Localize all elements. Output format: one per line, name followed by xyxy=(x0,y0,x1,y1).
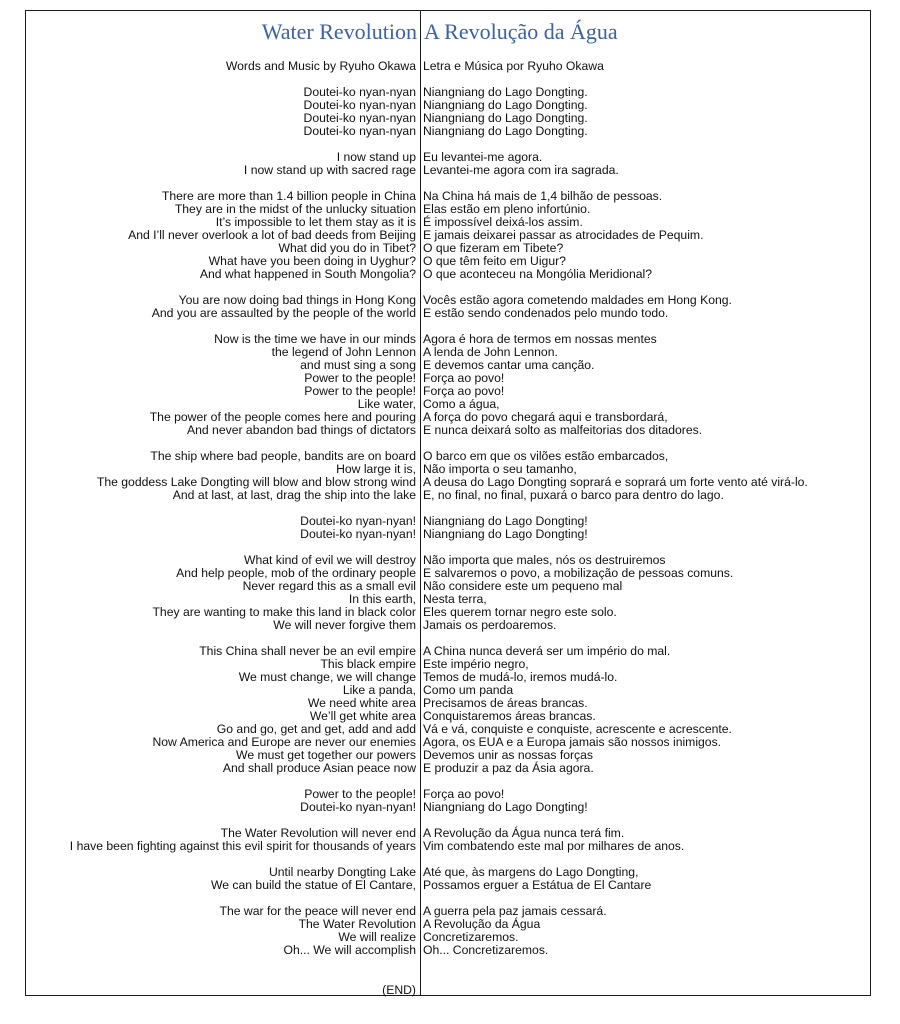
title-english: Water Revolution xyxy=(261,19,417,44)
lyric-line-portuguese: Niangniang do Lago Dongting. xyxy=(423,85,588,99)
lyric-line-english: You are now doing bad things in Hong Kong xyxy=(178,293,416,307)
lyric-line-portuguese: Precisamos de áreas brancas. xyxy=(423,696,588,710)
lyric-line-english: In this earth, xyxy=(348,592,416,606)
lyric-line-english: We must get together our powers xyxy=(236,748,416,762)
lyric-line-english: We must change, we will change xyxy=(238,670,416,684)
lyric-line-portuguese: Como a água, xyxy=(423,397,500,411)
lyric-line-english: We need white area xyxy=(307,696,416,710)
lyric-line-english: Never regard this as a small evil xyxy=(242,579,416,593)
lyric-line-portuguese: É impossível deixá-los assim. xyxy=(423,215,583,229)
lyric-line-portuguese: Não importa que males, nós os destruiremos xyxy=(423,553,666,567)
lyric-line-portuguese: Até que, às margens do Lago Dongting, xyxy=(423,865,639,879)
lyric-line-portuguese: Força ao povo! xyxy=(423,787,505,801)
end-label: (END) xyxy=(382,983,416,997)
lyric-line-english: The power of the people comes here and pouring xyxy=(149,410,416,424)
lyric-line-english: And shall produce Asian peace now xyxy=(222,761,416,775)
lyric-line-portuguese: Possamos erguer a Estátua de El Cantare xyxy=(423,878,652,892)
lyric-line-portuguese: Niangniang do Lago Dongting. xyxy=(423,98,588,112)
english-lyrics-column xyxy=(0,60,416,957)
lyric-line-english: There are more than 1.4 billion people in China xyxy=(161,189,416,203)
lyric-line-portuguese: A lenda de John Lennon. xyxy=(423,345,558,359)
lyric-line-english: It’s impossible to let them stay as it is xyxy=(215,215,416,229)
lyric-line-english: I now stand up xyxy=(336,150,416,164)
lyric-line-portuguese: Na China há mais de 1,4 bilhão de pessoas. xyxy=(423,189,663,203)
lyric-line-portuguese: Niangniang do Lago Dongting! xyxy=(423,527,588,541)
lyric-line-portuguese: Como um panda xyxy=(423,683,514,697)
lyric-line-portuguese: A guerra pela paz jamais cessará. xyxy=(423,904,607,918)
lyric-line-portuguese: Agora é hora de termos em nossas mentes xyxy=(423,332,657,346)
lyric-line-portuguese: Jamais os perdoaremos. xyxy=(423,618,557,632)
lyric-line-portuguese: E, no final, no final, puxará o barco para dentro do lago. xyxy=(423,488,724,502)
lyric-line-english: And at last, at last, drag the ship into the lake xyxy=(172,488,416,502)
lyric-line-english: Doutei-ko nyan-nyan! xyxy=(300,800,416,814)
lyric-line-english: Doutei-ko nyan-nyan xyxy=(303,85,416,99)
lyric-line-english: Go and go, get and get, add and add xyxy=(216,722,416,736)
lyric-line-english: And what happened in South Mongolia? xyxy=(199,267,416,281)
lyric-line-portuguese: Não importa o seu tamanho, xyxy=(423,462,577,476)
lyric-line-english: And you are assaulted by the people of the world xyxy=(151,306,416,320)
lyric-line-english: Now is the time we have in our minds xyxy=(214,332,416,346)
lyric-line-portuguese: O que aconteceu na Mongólia Meridional? xyxy=(423,267,653,281)
lyric-line-portuguese: Devemos unir as nossas forças xyxy=(423,748,594,762)
lyric-line-portuguese: A Revolução da Água nunca terá fim. xyxy=(423,826,625,840)
lyric-line-english: And never abandon bad things of dictators xyxy=(186,423,416,437)
lyric-line-english: I now stand up with sacred rage xyxy=(243,163,416,177)
lyric-line-english: Doutei-ko nyan-nyan xyxy=(303,111,416,125)
lyric-line-portuguese: Concretizaremos. xyxy=(423,930,519,944)
lyric-line-portuguese: E salvaremos o povo, a mobilização de pessoas comuns. xyxy=(423,566,734,580)
column-divider xyxy=(420,10,421,996)
lyric-line-english: We will never forgive them xyxy=(273,618,416,632)
lyric-line-english: Doutei-ko nyan-nyan xyxy=(303,124,416,138)
lyric-line-portuguese: Letra e Música por Ryuho Okawa xyxy=(423,59,604,73)
lyric-line-portuguese: A força do povo chegará aqui e transbordará, xyxy=(423,410,668,424)
lyric-line-english: What have you been doing in Uyghur? xyxy=(208,254,416,268)
lyric-line-english: And I’ll never overlook a lot of bad deeds from Beijing xyxy=(128,228,416,242)
lyric-line-portuguese: Oh... Concretizaremos. xyxy=(423,943,549,957)
lyric-line-english: The Water Revolution xyxy=(298,917,416,931)
lyric-line-portuguese: Niangniang do Lago Dongting! xyxy=(423,800,588,814)
lyric-line-english: We will realize xyxy=(338,930,416,944)
lyric-line-portuguese: E devemos cantar uma canção. xyxy=(423,358,595,372)
lyric-line-english: They are in the midst of the unlucky situation xyxy=(174,202,416,216)
portuguese-lyrics-column xyxy=(423,60,863,957)
lyric-line-english: Like water, xyxy=(357,397,416,411)
lyric-line-english: Power to the people! xyxy=(304,384,416,398)
title-portuguese: A Revolução da Água xyxy=(424,19,618,44)
lyric-line-portuguese: Conquistaremos áreas brancas. xyxy=(423,709,596,723)
lyric-line-english: This China shall never be an evil empire xyxy=(199,644,416,658)
lyric-line-portuguese: Levantei-me agora com ira sagrada. xyxy=(423,163,619,177)
lyric-line-portuguese: Agora, os EUA e a Europa jamais são nossos inimigos. xyxy=(423,735,722,749)
lyric-line-english: and must sing a song xyxy=(300,358,416,372)
lyric-line-english: The Water Revolution will never end xyxy=(220,826,416,840)
lyric-line-portuguese: E produzir a paz da Ásia agora. xyxy=(423,761,594,775)
lyric-line-portuguese: A Revolução da Água xyxy=(423,917,541,931)
lyric-line-portuguese: Vocês estão agora cometendo maldades em Hong Kong. xyxy=(423,293,732,307)
lyric-line-english: the legend of John Lennon xyxy=(271,345,416,359)
lyric-line-english: Oh... We will accomplish xyxy=(283,943,416,957)
lyric-line-english: What kind of evil we will destroy xyxy=(243,553,416,567)
lyric-line-portuguese: E jamais deixarei passar as atrocidades de Pequim. xyxy=(423,228,704,242)
lyric-line-portuguese: Vim combatendo este mal por milhares de anos. xyxy=(423,839,685,853)
lyric-line-english: The war for the peace will never end xyxy=(219,904,416,918)
lyric-line-portuguese: Eles querem tornar negro este solo. xyxy=(423,605,617,619)
lyric-line-portuguese: A China nunca deverá ser um império do mal. xyxy=(423,644,671,658)
lyric-line-portuguese: Niangniang do Lago Dongting. xyxy=(423,124,588,138)
lyric-line-portuguese: Eu levantei-me agora. xyxy=(423,150,543,164)
lyric-line-portuguese: Força ao povo! xyxy=(423,371,505,385)
lyric-line-english: We’ll get white area xyxy=(309,709,416,723)
lyric-line-english: Doutei-ko nyan-nyan! xyxy=(300,514,416,528)
lyric-line-portuguese: E estão sendo condenados pelo mundo todo. xyxy=(423,306,669,320)
lyric-line-portuguese: O que têm feito em Uigur? xyxy=(423,254,566,268)
lyric-line-english: How large it is, xyxy=(336,462,416,476)
lyric-line-english: What did you do in Tibet? xyxy=(278,241,416,255)
lyric-line-english: They are wanting to make this land in black color xyxy=(152,605,416,619)
lyric-line-english: The goddess Lake Dongting will blow and blow strong wind xyxy=(96,475,416,489)
lyric-line-english: Now America and Europe are never our enemies xyxy=(152,735,416,749)
lyric-line-english: Power to the people! xyxy=(304,371,416,385)
lyric-line-portuguese: Este império negro, xyxy=(423,657,529,671)
lyric-line-portuguese: Vá e vá, conquiste e conquiste, acrescente e acrescente. xyxy=(423,722,732,736)
lyric-line-english: We can build the statue of El Cantare, xyxy=(210,878,416,892)
lyric-line-portuguese: Força ao povo! xyxy=(423,384,505,398)
lyric-line-english: And help people, mob of the ordinary people xyxy=(176,566,416,580)
lyric-line-english: Like a panda, xyxy=(342,683,416,697)
lyric-line-portuguese: O que fizeram em Tibete? xyxy=(423,241,564,255)
lyric-line-english: Doutei-ko nyan-nyan! xyxy=(300,527,416,541)
lyric-line-portuguese: Nesta terra, xyxy=(423,592,487,606)
lyric-line-english: Doutei-ko nyan-nyan xyxy=(303,98,416,112)
lyric-line-english: This black empire xyxy=(320,657,416,671)
lyric-line-english: I have been fighting against this evil spirit for thousands of years xyxy=(69,839,416,853)
lyric-line-portuguese: Não considere este um pequeno mal xyxy=(423,579,623,593)
lyric-line-portuguese: Niangniang do Lago Dongting. xyxy=(423,111,588,125)
lyric-line-portuguese: E nunca deixará solto as malfeitorias dos ditadores. xyxy=(423,423,703,437)
lyric-line-english: Until nearby Dongting Lake xyxy=(268,865,416,879)
lyric-line-portuguese: Temos de mudá-lo, iremos mudá-lo. xyxy=(423,670,618,684)
lyric-line-english: The ship where bad people, bandits are on board xyxy=(150,449,416,463)
lyric-line-english: Words and Music by Ryuho Okawa xyxy=(225,59,416,73)
lyric-line-portuguese: Niangniang do Lago Dongting! xyxy=(423,514,588,528)
lyric-line-portuguese: A deusa do Lago Dongting soprará e soprará um forte vento até virá-lo. xyxy=(423,475,808,489)
lyric-line-english: Power to the people! xyxy=(304,787,416,801)
lyric-line-portuguese: Elas estão em pleno infortúnio. xyxy=(423,202,591,216)
lyric-line-portuguese: O barco em que os vilões estão embarcados, xyxy=(423,449,669,463)
